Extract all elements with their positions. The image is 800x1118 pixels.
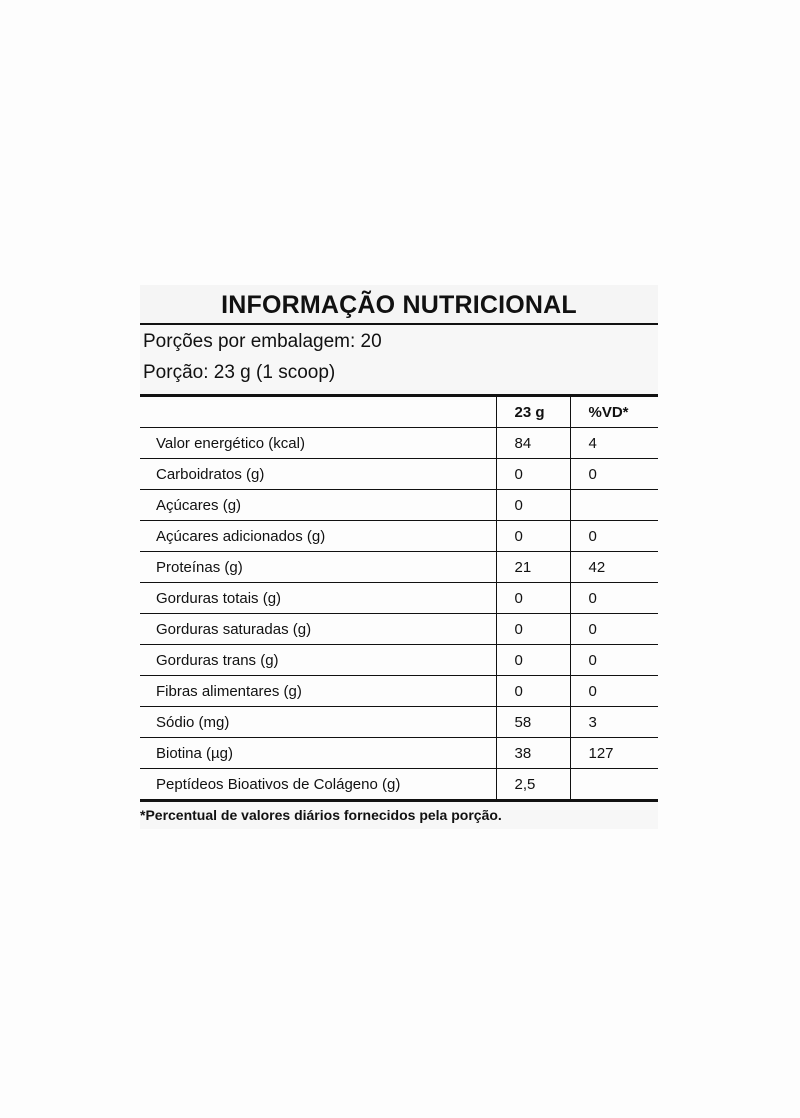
footnote: *Percentual de valores diários fornecidos pela porção. [140,802,658,829]
nutrient-quantity: 0 [496,614,570,645]
nutrient-name: Valor energético (kcal) [140,428,496,459]
nutrient-daily-value [570,490,658,521]
table-row [140,428,658,459]
nutrient-quantity: 84 [496,428,570,459]
header-quantity: 23 g [496,396,570,428]
table-header-row [140,396,658,428]
nutrient-daily-value: 0 [570,645,658,676]
table-row [140,707,658,738]
table-row [140,583,658,614]
nutrient-name: Açúcares (g) [140,490,496,521]
nutrient-daily-value: 4 [570,428,658,459]
header-daily-value: %VD* [570,396,658,428]
nutrient-name: Peptídeos Bioativos de Colágeno (g) [156,775,401,793]
nutrient-name: Biotina (µg) [140,738,496,769]
table-row [140,490,658,521]
nutrient-name: Fibras alimentares (g) [140,676,496,707]
nutrient-quantity: 0 [496,459,570,490]
nutrient-daily-value: 127 [570,738,658,769]
nutrient-name: Gorduras trans (g) [140,645,496,676]
nutrient-name: Gorduras totais (g) [140,583,496,614]
nutrient-daily-value: 0 [570,583,658,614]
table-row [140,459,658,490]
nutrient-quantity: 0 [496,645,570,676]
nutrient-name: Carboidratos (g) [140,459,496,490]
nutrient-daily-value: 0 [570,614,658,645]
nutrition-facts-label [140,285,658,829]
nutrient-quantity: 38 [496,738,570,769]
table-row [140,614,658,645]
nutrient-quantity: 0 [496,490,570,521]
nutrient-name: Sódio (mg) [140,707,496,738]
nutrient-daily-value [570,769,658,801]
nutrient-quantity: 0 [496,676,570,707]
nutrient-name: Gorduras saturadas (g) [140,614,496,645]
label-title: INFORMAÇÃO NUTRICIONAL [140,285,658,325]
nutrient-daily-value: 42 [570,552,658,583]
nutrient-daily-value: 0 [570,459,658,490]
nutrition-table [140,394,658,802]
table-row [140,552,658,583]
table-row [140,645,658,676]
nutrient-name: Proteínas (g) [140,552,496,583]
nutrient-quantity: 21 [496,552,570,583]
table-row [140,769,658,801]
table-row [140,521,658,552]
nutrient-daily-value: 3 [570,707,658,738]
serving-size: Porção: 23 g (1 scoop) [140,358,658,394]
nutrient-daily-value: 0 [570,676,658,707]
nutrient-quantity: 0 [496,583,570,614]
nutrient-quantity: 0 [496,521,570,552]
table-row [140,738,658,769]
header-nutrient [140,396,496,428]
nutrient-quantity: 58 [496,707,570,738]
nutrient-quantity: 2,5 [496,769,570,801]
servings-per-package: Porções por embalagem: 20 [140,325,658,358]
table-row [140,676,658,707]
nutrient-name: Açúcares adicionados (g) [140,521,496,552]
nutrient-daily-value: 0 [570,521,658,552]
